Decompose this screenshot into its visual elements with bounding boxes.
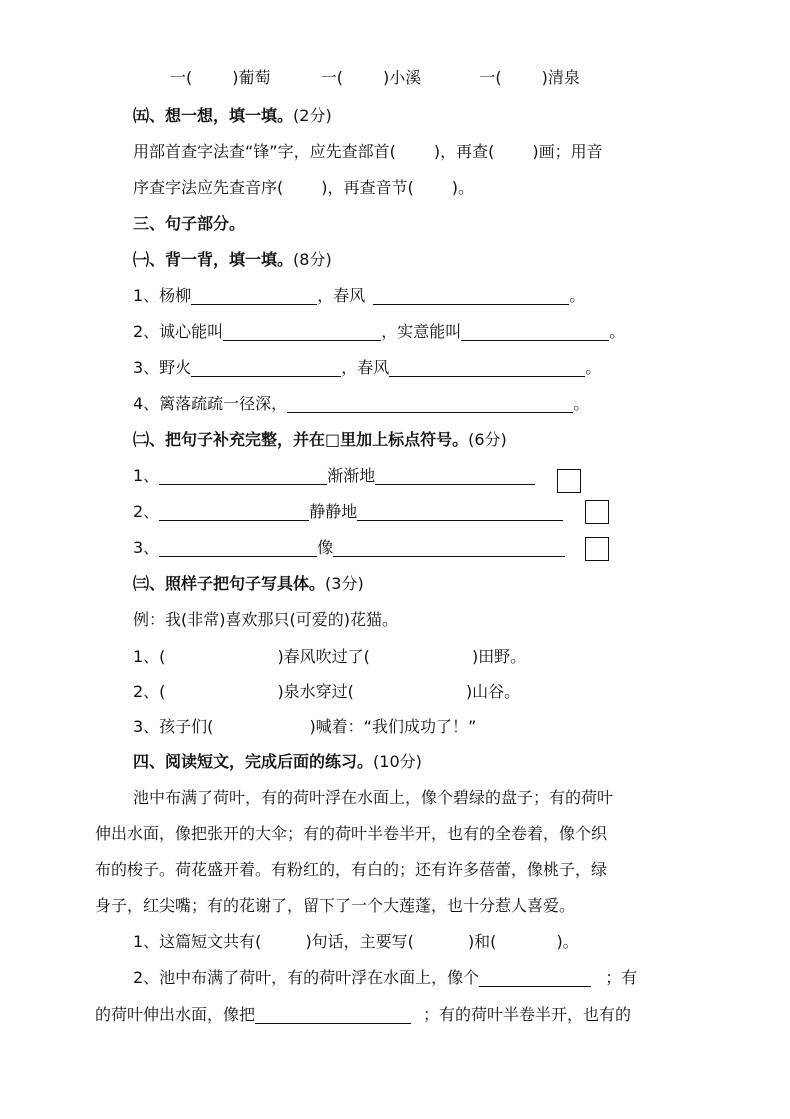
blank[interactable] — [191, 286, 317, 305]
blank[interactable] — [159, 502, 309, 521]
top-item-2: 小溪 — [389, 68, 422, 87]
recite-q4: 4、篱落疏疏一径深， 。 — [133, 394, 590, 413]
reading-q2: 2、池中布满了荷叶，有的荷叶浮在水面上，像个 ；有 — [133, 968, 638, 987]
blank[interactable] — [159, 538, 317, 557]
blank[interactable] — [333, 538, 565, 557]
punctuation-box[interactable] — [557, 469, 581, 493]
sub-2-heading: ㈡、把句子补充完整，并在□里加上标点符号。(6分) — [133, 430, 507, 449]
blank[interactable] — [373, 286, 569, 305]
sub-1-heading: ㈠、背一背，填一填。(8分) — [133, 250, 332, 269]
section-5-line-1: 用部首查字法查“锋”字，应先查部首( )，再查( )画；用音 — [133, 142, 603, 161]
blank[interactable] — [375, 466, 535, 485]
passage-line: 布的梭子。荷花盛开着。有粉红的，有白的；还有许多蓓蕾，像桃子，绿 — [95, 860, 608, 879]
recite-q2: 2、诚心能叫 ，实意能叫 。 — [133, 322, 626, 341]
recite-q1: 1、杨柳 ，春风 。 — [133, 286, 586, 305]
blank[interactable] — [389, 358, 585, 377]
reading-q2-continued: 的荷叶伸出水面，像把 ；有的荷叶半卷半开，也有的 — [95, 1005, 632, 1024]
blank[interactable] — [479, 968, 591, 987]
blank[interactable] — [223, 322, 381, 341]
blank[interactable] — [461, 322, 609, 341]
blank[interactable] — [191, 358, 341, 377]
part-4-heading: 四、阅读短文，完成后面的练习。(10分) — [133, 752, 422, 771]
complete-q2: 2、 静静地 — [133, 500, 563, 524]
punctuation-box[interactable] — [585, 537, 609, 561]
blank[interactable] — [357, 502, 563, 521]
reading-q1: 1、这篇短文共有( )句话，主要写( )和( )。 — [133, 932, 579, 951]
passage-line: 伸出水面，像把张开的大伞；有的荷叶半卷半开，也有的全卷着，像个织 — [95, 824, 608, 843]
passage-line: 池中布满了荷叶，有的荷叶浮在水面上，像个碧绿的盘子；有的荷叶 — [133, 788, 614, 807]
detail-q3: 3、孩子们( )喊着：“我们成功了！” — [133, 717, 477, 736]
passage-line: 身子，红尖嘴；有的花谢了，留下了一个大莲蓬，也十分惹人喜爱。 — [95, 896, 576, 915]
top-item-3: 清泉 — [547, 68, 580, 87]
top-row: 一( )葡萄 一( )小溪 一( )清泉 — [170, 68, 580, 87]
blank[interactable] — [159, 466, 327, 485]
example-sentence: 例：我(非常)喜欢那只(可爱的)花猫。 — [133, 610, 398, 629]
recite-q3: 3、野火 ，春风 。 — [133, 358, 602, 377]
blank[interactable] — [255, 1005, 411, 1024]
top-item-1: 葡萄 — [238, 68, 271, 87]
part-3-heading: 三、句子部分。 — [133, 214, 246, 233]
section-5-line-2: 序查字法应先查音序( )，再查音节( )。 — [133, 178, 474, 197]
complete-q1: 1、 渐渐地 — [133, 464, 535, 488]
detail-q1: 1、( )春风吹过了( )田野。 — [133, 647, 527, 666]
detail-q2: 2、( )泉水穿过( )山谷。 — [133, 682, 521, 701]
complete-q3: 3、 像 — [133, 536, 565, 560]
blank[interactable] — [287, 394, 573, 413]
sub-3-heading: ㈢、照样子把句子写具体。(3分) — [133, 574, 364, 593]
section-5-heading: ㈤、想一想，填一填。(2分) — [133, 106, 332, 125]
punctuation-box[interactable] — [585, 500, 609, 524]
